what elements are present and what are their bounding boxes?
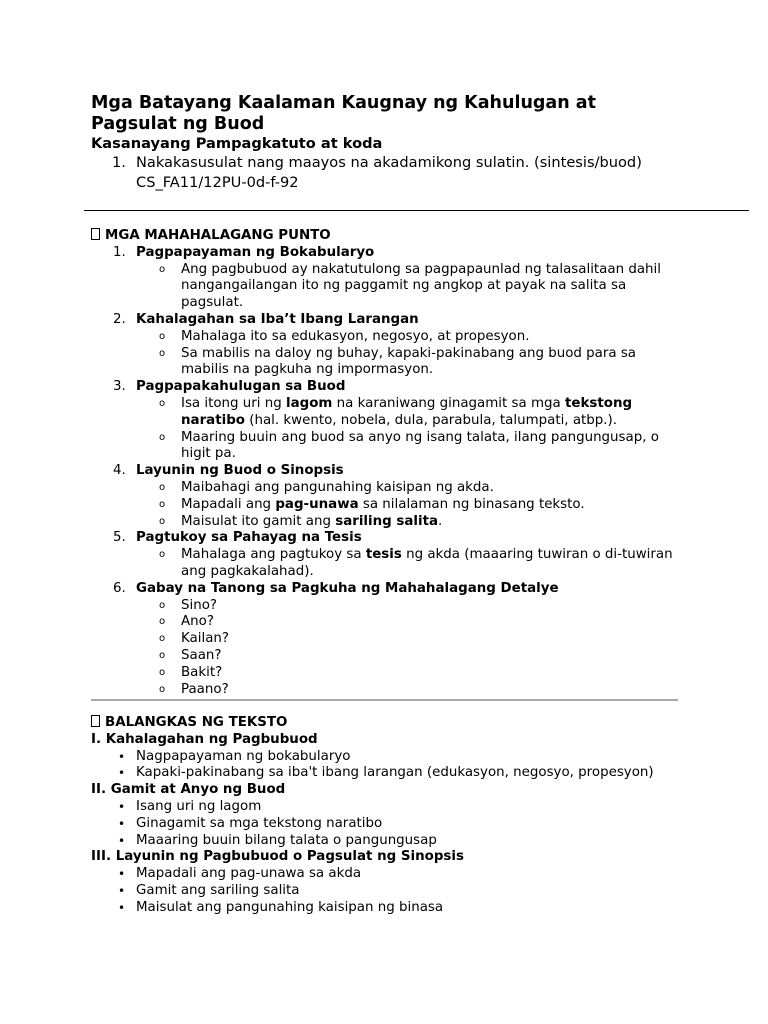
outline-bullet-text: Maisulat ang pangunahing kaisipan ng binasa	[136, 899, 444, 915]
subitem-text: Maibahagi ang pangunahing kaisipan ng akda.	[181, 479, 494, 495]
subitem-text: Sa mabilis na daloy ng buhay, kapaki-pakinabang ang buod para sa mabilis na pagkuha ng impormasyon.	[181, 345, 637, 378]
bullet-icon: •	[118, 900, 126, 915]
outline-bullet	[118, 882, 711, 900]
subitem-text: Mahalaga ang pagtukoy sa	[181, 547, 366, 563]
subitem-text: Ano?	[181, 614, 214, 630]
key-point-number: 6.	[113, 580, 126, 596]
subitem-text: Kailan?	[181, 631, 229, 647]
key-point-number: 3.	[113, 379, 126, 395]
divider	[91, 699, 678, 701]
key-point-subitem	[159, 429, 681, 464]
missing-glyph-icon	[91, 228, 100, 240]
outline-bullet	[118, 798, 711, 816]
key-points-heading: MGA MAHAHALAGANG PUNTO	[91, 228, 711, 245]
subitem-text: ng akda (maaaring tuwiran o di-tuwiran ang pagkakalahad).	[181, 547, 673, 579]
outline-bullet-text: Nagpapayaman ng bokabularyo	[136, 748, 351, 764]
outline-bullet-text: Gamit ang sariling salita	[136, 882, 300, 898]
subitem-text: .	[438, 513, 443, 529]
circle-bullet-icon: o	[159, 347, 166, 359]
outline-bullet-text: Isang uri ng lagom	[136, 798, 262, 814]
key-point-number: 4.	[113, 463, 126, 479]
key-point-number: 5.	[113, 530, 126, 546]
subitem-text: Maisulat ito gamit ang	[181, 513, 336, 529]
subitem-text: Isa itong uri ng	[181, 395, 287, 411]
key-point-subitem	[159, 614, 681, 631]
outline-bullet	[118, 815, 711, 833]
key-point-subitem	[159, 547, 681, 581]
key-point-title: Kahalagahan sa Iba’t Ibang Larangan	[136, 311, 419, 327]
bullet-icon: •	[118, 816, 126, 831]
key-point-subitem	[159, 261, 681, 312]
competency-list	[112, 153, 692, 193]
subitem-text: (hal. kwento, nobela, dula, parabula, talumpati, atbp.).	[245, 412, 618, 428]
subitem-text: na karaniwang ginagamit sa mga	[332, 395, 565, 411]
key-point-item	[113, 581, 711, 598]
outline-heading: BALANGKAS NG TEKSTO	[91, 715, 711, 732]
key-point-subitem	[159, 631, 681, 648]
circle-bullet-icon: o	[159, 431, 166, 443]
circle-bullet-icon: o	[159, 599, 166, 611]
key-point-title: Layunin ng Buod o Sinopsis	[136, 463, 344, 479]
key-point-subitem	[159, 597, 681, 615]
circle-bullet-icon: o	[159, 498, 166, 510]
key-point-item	[113, 463, 711, 480]
divider	[84, 210, 749, 211]
subitem-text: Mapadali ang	[181, 496, 276, 512]
emphasized-text: lagom	[286, 395, 333, 411]
subitem-text: Ang pagbubuod ay nakatutulong sa pagpapaunlad ng talasalitaan dahil nangangailangan ito ng paggamit ng angkop at payak na salita sa pagsulat.	[181, 261, 661, 311]
circle-bullet-icon: o	[159, 633, 166, 645]
circle-bullet-icon: o	[159, 263, 166, 275]
key-point-title: Pagtukoy sa Pahayag na Tesis	[136, 530, 362, 546]
circle-bullet-icon: o	[159, 330, 166, 342]
key-point-subitem	[159, 496, 681, 514]
outline-bullet-text: Mapadali ang pag-unawa sa akda	[136, 866, 362, 882]
key-point-subitem	[159, 647, 681, 665]
circle-bullet-icon: o	[159, 397, 166, 409]
emphasized-text: pag-unawa	[275, 496, 359, 512]
circle-bullet-icon: o	[159, 666, 166, 678]
emphasized-text: sariling salita	[335, 513, 439, 529]
page-title: Mga Batayang Kaalaman Kaugnay ng Kahulugan at Pagsulat ng Buod	[91, 93, 596, 134]
competency-item	[112, 153, 692, 193]
outline-bullet	[118, 899, 711, 917]
key-point-subitem	[159, 345, 681, 380]
circle-bullet-icon: o	[159, 649, 166, 661]
competency-text: Nakakasusulat nang maayos na akadamikong sulatin. (sintesis/buod)	[136, 154, 642, 171]
emphasized-text: tekstong naratibo	[181, 395, 633, 428]
key-point-title: Pagpapakahulugan sa Buod	[136, 379, 346, 395]
subitem-text: Bakit?	[181, 664, 223, 680]
outline-bullet-text: Ginagamit sa mga tekstong naratibo	[136, 815, 383, 831]
subitem-text: Mahalaga ito sa edukasyon, negosyo, at propesyon.	[181, 328, 530, 344]
key-point-subitem	[159, 681, 681, 699]
key-points-list	[91, 245, 711, 699]
bullet-icon: •	[118, 799, 126, 814]
key-point-subitem	[159, 328, 681, 346]
key-point-title: Gabay na Tanong sa Pagkuha ng Mahahalagang Detalye	[136, 580, 559, 596]
circle-bullet-icon: o	[159, 683, 166, 695]
competency-number: 1.	[112, 154, 126, 171]
bullet-icon: •	[118, 749, 126, 764]
key-points-section	[91, 228, 711, 698]
bullet-icon: •	[118, 883, 126, 898]
missing-glyph-icon	[91, 715, 100, 727]
key-point-item	[113, 245, 711, 262]
outline-section-title: III. Layunin ng Pagbubuod o Pagsulat ng Sinopsis	[91, 849, 464, 865]
outline-section	[91, 715, 711, 917]
outline-section-title: II. Gamit at Anyo ng Buod	[91, 782, 286, 798]
competency-heading: Kasanayang Pampagkatuto at koda	[91, 135, 383, 152]
outline-bullet	[118, 866, 711, 883]
key-point-number: 1.	[113, 244, 126, 260]
outline-bullet-text: Kapaki-pakinabang sa iba't ibang larangan (edukasyon, negosyo, propesyon)	[136, 765, 654, 781]
outline-section-title: I. Kahalagahan ng Pagbubuod	[91, 731, 318, 747]
bullet-icon: •	[118, 766, 126, 781]
outline-list	[91, 732, 711, 917]
key-point-item	[113, 530, 711, 547]
competency-code: CS_FA11/12PU-0d-f-92	[136, 174, 299, 191]
emphasized-text: tesis	[365, 547, 402, 563]
circle-bullet-icon: o	[159, 549, 166, 561]
subitem-text: Saan?	[181, 647, 222, 663]
outline-bullet-text: Maaaring buuin bilang talata o pangungusap	[136, 832, 437, 848]
subitem-text: Paano?	[181, 681, 229, 697]
circle-bullet-icon: o	[159, 481, 166, 493]
key-point-item	[113, 312, 711, 329]
key-point-subitem	[159, 513, 681, 531]
key-point-number: 2.	[113, 311, 126, 327]
key-point-subitem	[159, 664, 681, 682]
bullet-icon: •	[118, 867, 126, 882]
bullet-icon: •	[118, 833, 126, 848]
key-point-title: Pagpapayaman ng Bokabularyo	[136, 244, 375, 260]
subitem-text: sa nilalaman ng binasang teksto.	[358, 496, 585, 512]
subitem-text: Sino?	[181, 597, 218, 613]
outline-bullet	[118, 765, 711, 782]
subitem-text: Maaring buuin ang buod sa anyo ng isang talata, ilang pangungusap, o higit pa.	[181, 429, 659, 462]
circle-bullet-icon: o	[159, 515, 166, 527]
circle-bullet-icon: o	[159, 616, 166, 628]
outline-bullet	[118, 832, 711, 850]
outline-bullet	[118, 748, 711, 766]
key-point-item	[113, 379, 711, 396]
key-point-subitem	[159, 395, 681, 430]
key-point-subitem	[159, 479, 681, 497]
